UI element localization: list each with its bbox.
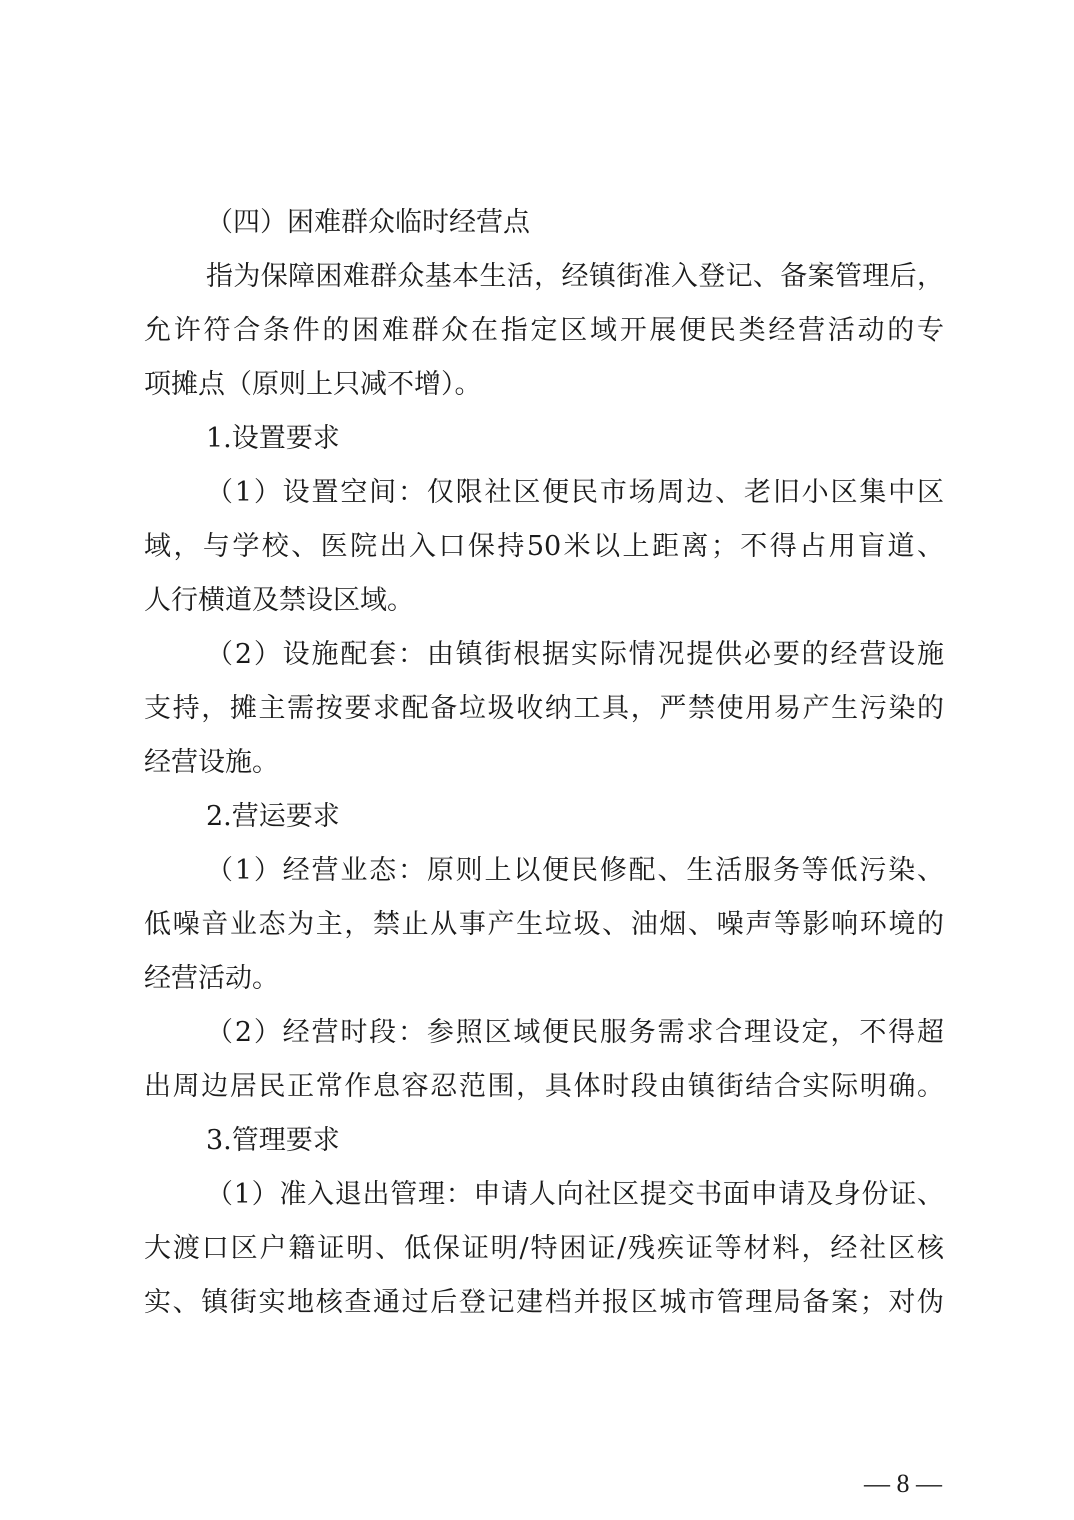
paragraph-line: 经营设施。 xyxy=(144,747,279,778)
subsection-title: 2.营运要求 xyxy=(206,801,340,832)
paragraph-line: 支持，摊主需按要求配备垃圾收纳工具，严禁使用易产生污染的 xyxy=(144,693,944,724)
paragraph-line: 出周边居民正常作息容忍范围，具体时段由镇街结合实际明确。 xyxy=(144,1071,944,1102)
paragraph-line: （1）经营业态：原则上以便民修配、生活服务等低污染、 xyxy=(206,855,944,886)
paragraph-line: （2）设施配套：由镇街根据实际情况提供必要的经营设施 xyxy=(206,639,944,670)
page-number: — 8 — xyxy=(864,1469,942,1498)
paragraph-line: （1）准入退出管理：申请人向社区提交书面申请及身份证、 xyxy=(206,1179,944,1210)
paragraph-line: 指为保障困难群众基本生活，经镇街准入登记、备案管理后， xyxy=(206,261,944,292)
section-heading: （四）困难群众临时经营点 xyxy=(206,207,530,238)
body-text xyxy=(144,196,944,1330)
paragraph-line: 经营活动。 xyxy=(144,963,279,994)
paragraph-line: 允许符合条件的困难群众在指定区域开展便民类经营活动的专 xyxy=(144,315,944,346)
paragraph-line: 项摊点（原则上只减不增）。 xyxy=(144,369,482,400)
paragraph-line: 大渡口区户籍证明、低保证明/特困证/残疾证等材料，经社区核 xyxy=(144,1233,944,1264)
paragraph-line: （2）经营时段：参照区域便民服务需求合理设定，不得超 xyxy=(206,1017,944,1048)
paragraph-line: 人行横道及禁设区域。 xyxy=(144,585,414,616)
paragraph-line: 域，与学校、医院出入口保持50米以上距离；不得占用盲道、 xyxy=(144,531,944,562)
paragraph-line: （1）设置空间：仅限社区便民市场周边、老旧小区集中区 xyxy=(206,477,944,508)
paragraph-line: 低噪音业态为主，禁止从事产生垃圾、油烟、噪声等影响环境的 xyxy=(144,909,944,940)
subsection-title: 1.设置要求 xyxy=(206,423,340,454)
subsection-title: 3.管理要求 xyxy=(206,1125,340,1156)
paragraph-line: 实、镇街实地核查通过后登记建档并报区城市管理局备案；对伪 xyxy=(144,1287,944,1318)
